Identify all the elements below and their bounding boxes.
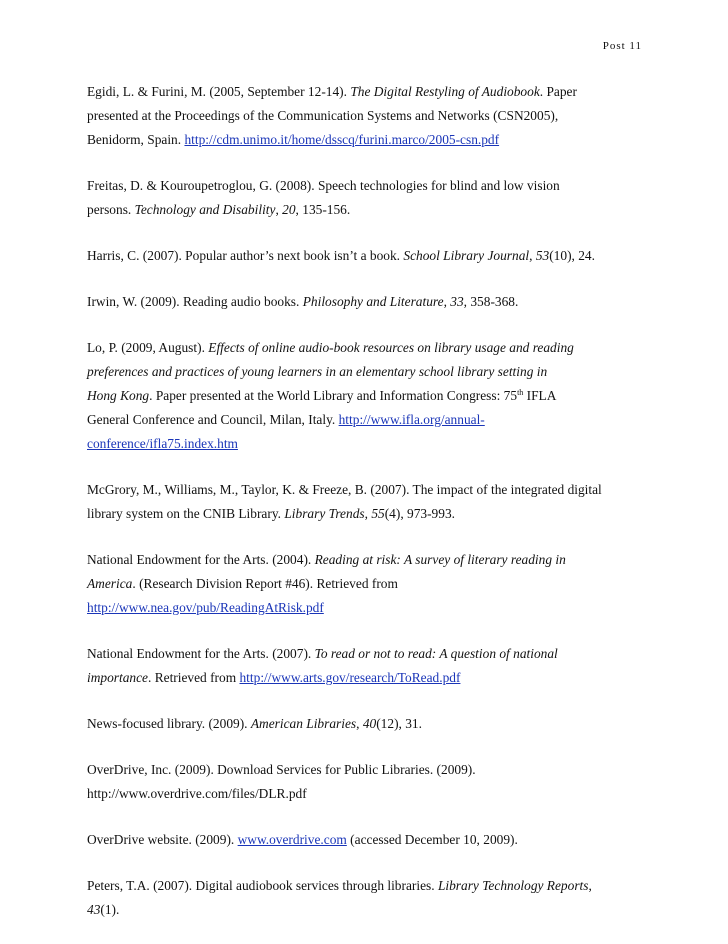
italic-text: Effects of online audio-book resources on library usage and reading bbox=[208, 340, 574, 355]
italic-text: American Libraries bbox=[250, 716, 357, 731]
reference-link[interactable]: www.overdrive.com bbox=[237, 832, 347, 847]
reference-text: , 358-368. bbox=[463, 294, 519, 309]
reference-text: , 135-156. bbox=[295, 202, 351, 217]
reference-link[interactable]: http://www.ifla.org/annual- bbox=[338, 412, 485, 427]
reference-line bbox=[87, 336, 647, 360]
reference-link[interactable]: http://www.nea.gov/pub/ReadingAtRisk.pdf bbox=[87, 600, 324, 615]
reference-text: Lo, P. (2009, August). bbox=[87, 340, 209, 355]
reference-text: (12), 31. bbox=[376, 716, 422, 731]
reference-line bbox=[87, 572, 647, 596]
reference-entry bbox=[87, 478, 647, 526]
reference-text: IFLA bbox=[523, 388, 557, 403]
reference-line bbox=[87, 384, 647, 408]
reference-text: News-focused library. (2009). bbox=[87, 716, 251, 731]
reference-line bbox=[87, 198, 647, 222]
reference-line bbox=[87, 874, 647, 898]
reference-text: , bbox=[364, 506, 372, 521]
reference-entry bbox=[87, 548, 647, 620]
italic-text: 53 bbox=[535, 248, 550, 263]
italic-text: importance bbox=[87, 670, 148, 685]
italic-text: America bbox=[87, 576, 133, 591]
italic-text: The Digital Restyling of Audiobook bbox=[350, 84, 540, 99]
italic-text: Hong Kong bbox=[87, 388, 150, 403]
reference-text: OverDrive website. (2009). bbox=[87, 832, 238, 847]
italic-text: 43 bbox=[87, 902, 101, 917]
reference-text: (10), 24. bbox=[549, 248, 595, 263]
reference-link[interactable]: http://cdm.unimo.it/home/dsscq/furini.marco/2005-csn.pdf bbox=[184, 132, 500, 147]
reference-line bbox=[87, 548, 647, 572]
reference-text: . Paper bbox=[539, 84, 577, 99]
reference-line bbox=[87, 502, 647, 526]
reference-line bbox=[87, 244, 647, 268]
reference-entry bbox=[87, 874, 647, 922]
reference-line bbox=[87, 360, 647, 384]
italic-text: Philosophy and Literature bbox=[302, 294, 444, 309]
italic-text: 40 bbox=[362, 716, 377, 731]
italic-text: Technology and Disability bbox=[134, 202, 276, 217]
superscript-text: th bbox=[517, 388, 524, 397]
italic-text: preferences and practices of young learners in an elementary school library setting in bbox=[87, 364, 548, 379]
italic-text: 55 bbox=[371, 506, 385, 521]
reference-line bbox=[87, 128, 647, 152]
reference-text: (1). bbox=[100, 902, 120, 917]
reference-link[interactable]: http://www.arts.gov/research/ToRead.pdf bbox=[239, 670, 461, 685]
reference-entry bbox=[87, 758, 647, 806]
reference-text: , bbox=[529, 248, 536, 263]
reference-line bbox=[87, 478, 647, 502]
reference-text: , bbox=[275, 202, 283, 217]
reference-entry bbox=[87, 174, 647, 222]
reference-entry bbox=[87, 290, 647, 314]
reference-text: , bbox=[443, 294, 451, 309]
italic-text: 20 bbox=[282, 202, 296, 217]
reference-text: OverDrive, Inc. (2009). Download Services for Public Libraries. (2009). bbox=[87, 762, 476, 777]
reference-entry bbox=[87, 336, 647, 456]
reference-text: Freitas, D. & Kouroupetroglou, G. (2008). Speech technologies for blind and low vision bbox=[87, 178, 560, 193]
italic-text: Library Trends bbox=[284, 506, 365, 521]
page-header bbox=[603, 40, 642, 52]
italic-text: To read or not to read: A question of national bbox=[314, 646, 558, 661]
reference-text: Irwin, W. (2009). Reading audio books. bbox=[87, 294, 303, 309]
reference-line bbox=[87, 758, 647, 782]
reference-text: Peters, T.A. (2007). Digital audiobook services through libraries. bbox=[87, 878, 438, 893]
reference-entry bbox=[87, 80, 647, 152]
reference-text: . Retrieved from bbox=[148, 670, 240, 685]
reference-line bbox=[87, 174, 647, 198]
reference-text: presented at the Proceedings of the Communication Systems and Networks (CSN2005), bbox=[87, 108, 559, 123]
reference-link[interactable]: conference/ifla75.index.htm bbox=[87, 436, 238, 451]
reference-line bbox=[87, 828, 647, 852]
reference-line bbox=[87, 408, 647, 432]
reference-line bbox=[87, 666, 647, 690]
reference-line bbox=[87, 642, 647, 666]
reference-text: National Endowment for the Arts. (2007). bbox=[87, 646, 315, 661]
reference-line bbox=[87, 782, 647, 806]
italic-text: 33 bbox=[450, 294, 464, 309]
reference-text: , bbox=[356, 716, 363, 731]
reference-text: Harris, C. (2007). Popular author’s next book isn’t a book. bbox=[87, 248, 404, 263]
reference-text: Egidi, L. & Furini, M. (2005, September 12-14). bbox=[87, 84, 351, 99]
reference-text: . (Research Division Report #46). Retrieved from bbox=[132, 576, 398, 591]
reference-text: http://www.overdrive.com/files/DLR.pdf bbox=[87, 786, 307, 801]
reference-text: library system on the CNIB Library. bbox=[87, 506, 285, 521]
reference-line bbox=[87, 712, 647, 736]
reference-text: (accessed December 10, 2009). bbox=[346, 832, 518, 847]
reference-line bbox=[87, 80, 647, 104]
reference-text: Benidorm, Spain. bbox=[87, 132, 185, 147]
reference-text: General Conference and Council, Milan, Italy. bbox=[87, 412, 339, 427]
reference-text: , bbox=[588, 878, 592, 893]
reference-text: persons. bbox=[87, 202, 135, 217]
reference-line bbox=[87, 898, 647, 922]
italic-text: Reading at risk: A survey of literary reading in bbox=[314, 552, 566, 567]
reference-line bbox=[87, 290, 647, 314]
reference-text: McGrory, M., Williams, M., Taylor, K. & Freeze, B. (2007). The impact of the integrated digital bbox=[87, 482, 602, 497]
reference-text: National Endowment for the Arts. (2004). bbox=[87, 552, 315, 567]
page-number-label: Post 11 bbox=[602, 40, 642, 52]
italic-text: Library Technology Reports bbox=[437, 878, 589, 893]
reference-line bbox=[87, 104, 647, 128]
reference-line bbox=[87, 596, 647, 620]
reference-entry bbox=[87, 828, 647, 852]
reference-entry bbox=[87, 244, 647, 268]
reference-entry bbox=[87, 642, 647, 690]
reference-list bbox=[87, 80, 647, 944]
reference-line bbox=[87, 432, 647, 456]
reference-entry bbox=[87, 712, 647, 736]
italic-text: School Library Journal bbox=[403, 248, 530, 263]
reference-text: (4), 973-993. bbox=[384, 506, 455, 521]
reference-text: . Paper presented at the World Library and Information Congress: 75 bbox=[149, 388, 518, 403]
